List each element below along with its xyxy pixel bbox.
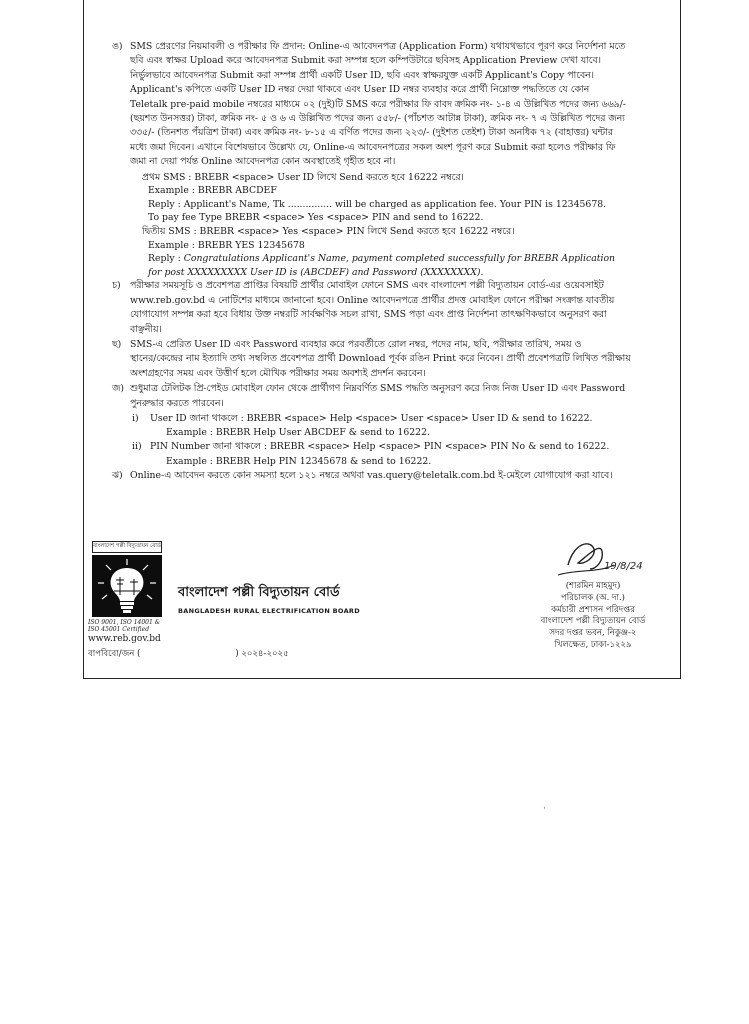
recovery-text: PIN Number জানা থাকলে : BREBR <space> Help <space> PIN <space> PIN No & send to 16222. <box>150 441 610 453</box>
text-line: শুধুমাত্র টেলিটক প্রি-পেইড মোবাইল ফোন থেকে প্রার্থীগণ নিম্নবর্ণিত SMS পদ্ধতি অনুসরণ করে নিজ নিজ User ID এবং Password <box>130 383 626 395</box>
clause-marker: ছ) <box>112 339 122 351</box>
signatory-name: (শারমিন মাহমুদ) <box>565 581 621 591</box>
clause-marker: জ) <box>112 383 124 395</box>
signatory-department: কর্মচারী প্রশাসন পরিদপ্তর <box>551 604 635 615</box>
clause-marker: ঝ) <box>112 469 123 481</box>
recovery-user-id <box>88 412 672 440</box>
notice-body <box>88 40 672 484</box>
reply-message: Congratulations Applicant's Name, payment completed successfully for BREBR Application <box>183 253 616 265</box>
iso-line: ISO 9001, ISO 14001 & <box>88 619 161 626</box>
recovery-example: Example : BREBR Help PIN 12345678 & send to 16222. <box>166 455 432 467</box>
text-line: পরীক্ষার সময়সূচি ও প্রবেশপত্র প্রাপ্তির বিষয়টি প্রার্থীর মোবাইল ফোনে SMS এবং বাংলাদেশ পল্লী বিদ্যুতায়ন বোর্ড-এর ওয়েবসাইট <box>130 280 604 292</box>
memo-year: ) ২০২৪-২০২৫ <box>235 649 289 659</box>
memo-number <box>88 648 289 660</box>
signatory-organization: বাংলাদেশ পল্লী বিদ্যুতায়ন বোর্ড <box>540 616 646 627</box>
iso-certification <box>88 619 166 633</box>
stray-mark: · <box>543 804 546 814</box>
text-line: পুনরুদ্ধার করতে পারবেন। <box>130 397 224 409</box>
recovery-example: Example : BREBR Help User ABCDEF & send to 16222. <box>166 427 430 439</box>
text-line: যোগাযোগ সম্পন্ন করা হবে বিধায় উক্ত নম্বরটি সার্বক্ষণিক সচল রাখা, SMS পড়া এবং প্রাপ্ত নির্দেশনা তাৎক্ষণিকভাবে অনুসরণ করা <box>130 309 607 321</box>
text-line: জমা না দেয়া পর্যন্ত Online আবেদনপত্র কোন অবস্থাতেই গৃহীত হবে না। <box>130 156 396 168</box>
text-line: স্থানের/কেন্দ্রের নাম ইত্যাদি তথ্য সম্বলিত প্রবেশপত্র প্রার্থী Download পূর্বক রঙিন Print করে নিবেন। প্রার্থী প্রবেশপত্রটি লিখিত পরীক্ষায় <box>130 353 631 365</box>
website: www.reb.gov.bd <box>88 634 161 644</box>
clause-cha <box>88 279 672 337</box>
second-sms: দ্বিতীয় SMS : BREBR <space> Yes <space> PIN লিখে Send করতে হবে 16222 নম্বরে। <box>142 226 515 238</box>
footer <box>88 535 672 675</box>
clause-marker: চ) <box>112 280 121 292</box>
text-line: ৩৩৫/- (তিনশত পঁয়ত্রিশ টাকা) এবং ক্রমিক নং- ৮-১৫ এ বর্ণিত পদের জন্য ২২৩/- (দুইশত তেইশ) টাকা অনধিক ৭২ (বাহাত্তর) ঘন্টার <box>130 127 613 139</box>
signatory-block <box>508 535 678 652</box>
text-line: Applicant's কপিতে একটি User ID নম্বর দেয়া থাকবে এবং User ID নম্বর ব্যবহার করে প্রার্থী নিম্নোক্ত পদ্ধতিতে যে কোন <box>130 84 590 96</box>
clause-jha <box>88 469 672 483</box>
org-name-bangla: বাংলাদেশ পল্লী বিদ্যুতায়ন বোর্ড <box>178 585 340 600</box>
text-line: ছবি এবং স্বাক্ষর Upload করে আবেদনপত্র Submit করা সম্পন্ন হলে কম্পিউটারে ছবিসহ Application Preview দেখা যাবে। <box>130 55 602 67</box>
clause-chha <box>88 338 672 381</box>
second-sms-example: Example : BREBR YES 12345678 <box>148 239 305 251</box>
signatory-address-line: খিলক্ষেত, ঢাকা-১২২৯ <box>554 639 632 650</box>
second-sms-reply-cont: for post XXXXXXXXX User ID is (ABCDEF) and Password (XXXXXXXX). <box>148 266 484 278</box>
iso-line: ISO 45001 Certified <box>88 626 150 633</box>
text-line: (ছয়শত উনসত্তর) টাকা, ক্রমিক নং- ৫ ও ৬ এ উল্লিখিত পদের জন্য ৫৫৮/- (পাঁচশত আটান্ন টাকা), ক্রমিক নং- ৭ এ উল্লিখিত পদের জন্য <box>130 113 625 125</box>
clause-marker: ঙ) <box>112 41 123 52</box>
sub-marker: i) <box>132 413 139 425</box>
organization-name <box>178 583 360 615</box>
recovery-text: User ID জানা থাকলে : BREBR <space> Help <space> User <space> User ID & send to 16222. <box>150 413 593 425</box>
text-line: SMS-এ প্রেরিত User ID এবং Password ব্যবহার করে পরবর্তীতে রোল নম্বর, পদের নাম, ছবি, পরীক্ষার তারিখ, সময় ও <box>130 339 582 351</box>
sub-marker: ii) <box>132 441 142 453</box>
logo-caption: বাংলাদেশ পল্লী বিদ্যুতায়ন বোর্ড <box>92 541 162 553</box>
signature-date: 19/8/24 <box>604 561 643 572</box>
signature-icon <box>538 535 648 581</box>
text-line: মধ্যে জমা দিবেন। এখানে বিশেষভাবে উল্লেখ্য যে, Online-এ আবেদনপত্রের সকল অংশ পূরণ করে Submit করা হলেও পরীক্ষার ফি <box>130 141 616 153</box>
sms-instructions <box>88 171 672 280</box>
text-line: Online-এ আবেদন করতে কোন সমস্যা হলে ১২১ নম্বরে অথবা vas.query@teletalk.com.bd ই-মেইলে যোগাযোগ করা যাবে। <box>130 469 613 481</box>
clause-unga <box>88 40 672 170</box>
text-line: নির্ভুলভাবে আবেদনপত্র Submit করা সম্পন্ন প্রার্থী একটি User ID, ছবি এবং স্বাক্ষরযুক্ত একটি Applicant's Copy পাবেন। <box>130 69 595 81</box>
signatory-designation: পরিচালক (অ. দা.) <box>561 592 625 603</box>
org-name-english: BANGLADESH RURAL ELECTRIFICATION BOARD <box>178 607 360 615</box>
signatory-address-line: সদর দপ্তর ভবন, নিকুঞ্জ-২ <box>549 628 637 639</box>
text-line: Teletalk pre-paid mobile নম্বরের মাধ্যমে ০২ (দুই)টি SMS করে পরীক্ষার ফি বাবদ ক্রমিক নং- ১-৪ এ উল্লিখিত পদের জন্য ৬৬৯/- <box>130 98 626 110</box>
clause-ja <box>88 382 672 411</box>
bulb-icon <box>92 555 162 617</box>
second-sms-reply <box>142 252 672 266</box>
text-line: বাঞ্ছনীয়। <box>130 323 162 335</box>
first-sms: প্রথম SMS : BREBR <space> User ID লিখে Send করতে হবে 16222 নম্বরে। <box>142 171 464 183</box>
text-line: অংশগ্রহণের সময় এবং উত্তীর্ণ হলে মৌখিক পরীক্ষার সময় অবশ্যই প্রদর্শন করবেন। <box>130 367 426 379</box>
first-sms-reply: Reply : Applicant's Name, Tk ............... will be charged as application fee. Your PIN is 12345678. <box>148 198 607 210</box>
first-sms-reply-cont: To pay fee Type BREBR <space> Yes <space> PIN and send to 16222. <box>148 212 484 224</box>
text-line: SMS প্রেরণের নিয়মাবলী ও পরীক্ষার ফি প্রদান: Online-এ আবেদনপত্র (Application Form) যথাযথভাবে পূরণ করে নির্দেশনা মতে <box>130 41 626 52</box>
memo-prefix: বাপবিবো/জন ( <box>88 649 141 659</box>
text-line: www.reb.gov.bd এ নোটিশের মাধ্যমে জানানো হবে। Online আবেদনপত্রে প্রার্থীর প্রদত্ত মোবাইল ফোনে পরীক্ষা সংক্রান্ত যাবতীয় <box>130 294 615 306</box>
reply-label: Reply : <box>148 253 184 265</box>
first-sms-example: Example : BREBR ABCDEF <box>148 185 277 197</box>
recovery-pin <box>88 440 672 468</box>
